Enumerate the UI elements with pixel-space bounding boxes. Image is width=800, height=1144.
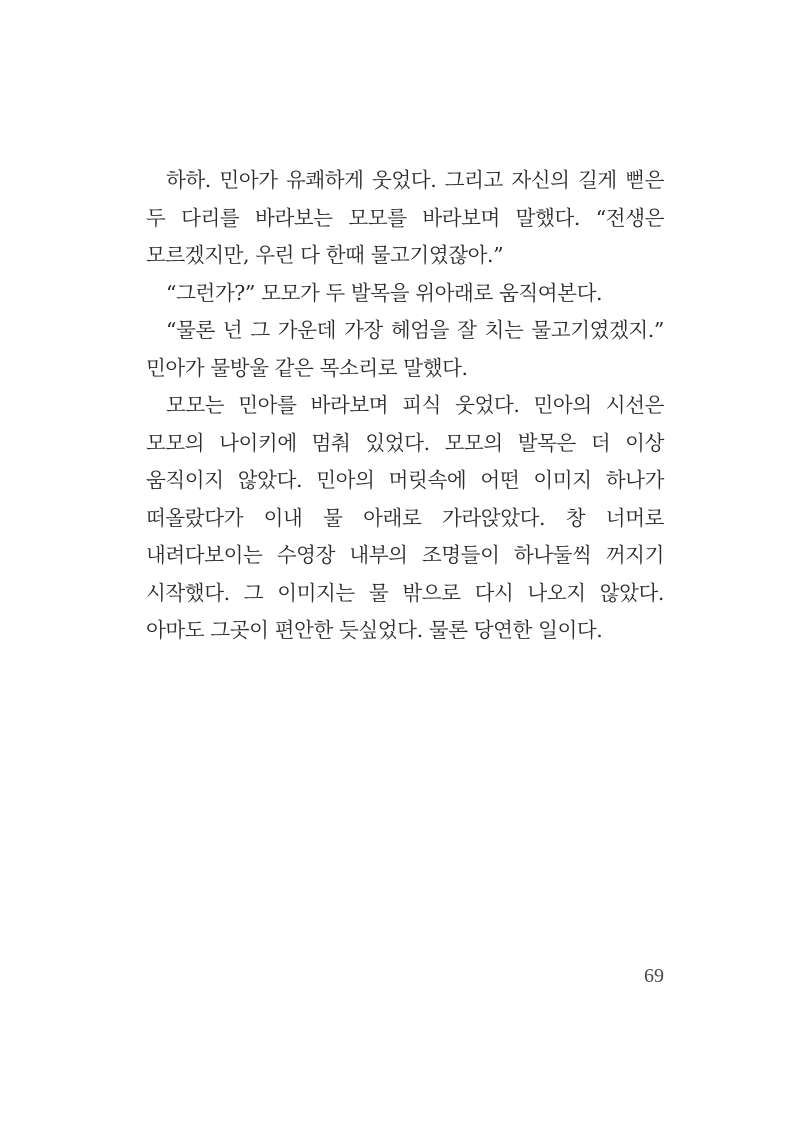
page-number: 69 xyxy=(644,965,664,987)
body-text xyxy=(146,162,664,650)
paragraph-4: 모모는 민아를 바라보며 피식 웃었다. 민아의 시선은 모모의 나이키에 멈춰 있었다. 모모의 발목은 더 이상 움직이지 않았다. 민아의 머릿속에 어떤 이미지 하나가 떠올랐다가 이내 물 아래로 가라앉았다. 창 너머로 내려다보이는 수영장 내부의 조명들이 하나둘씩 꺼지기 시작했다. 그 이미지는 물 밖으로 다시 나오지 않았다. 아마도 그곳이 편안한 듯싶었다. 물론 당연한 일이다. xyxy=(146,393,664,642)
paragraph-3: “물론 넌 그 가운데 가장 헤엄을 잘 치는 물고기였겠지.” 민아가 물방울 같은 목소리로 말했다. xyxy=(146,318,664,380)
paragraph-1: 하하. 민아가 유쾌하게 웃었다. 그리고 자신의 길게 뻗은 두 다리를 바라보는 모모를 바라보며 말했다. “전생은 모르겠지만, 우린 다 한때 물고기였잖아.” xyxy=(146,168,664,267)
paragraph-2: “그런가?” 모모가 두 발목을 위아래로 움직여본다. xyxy=(166,280,603,305)
